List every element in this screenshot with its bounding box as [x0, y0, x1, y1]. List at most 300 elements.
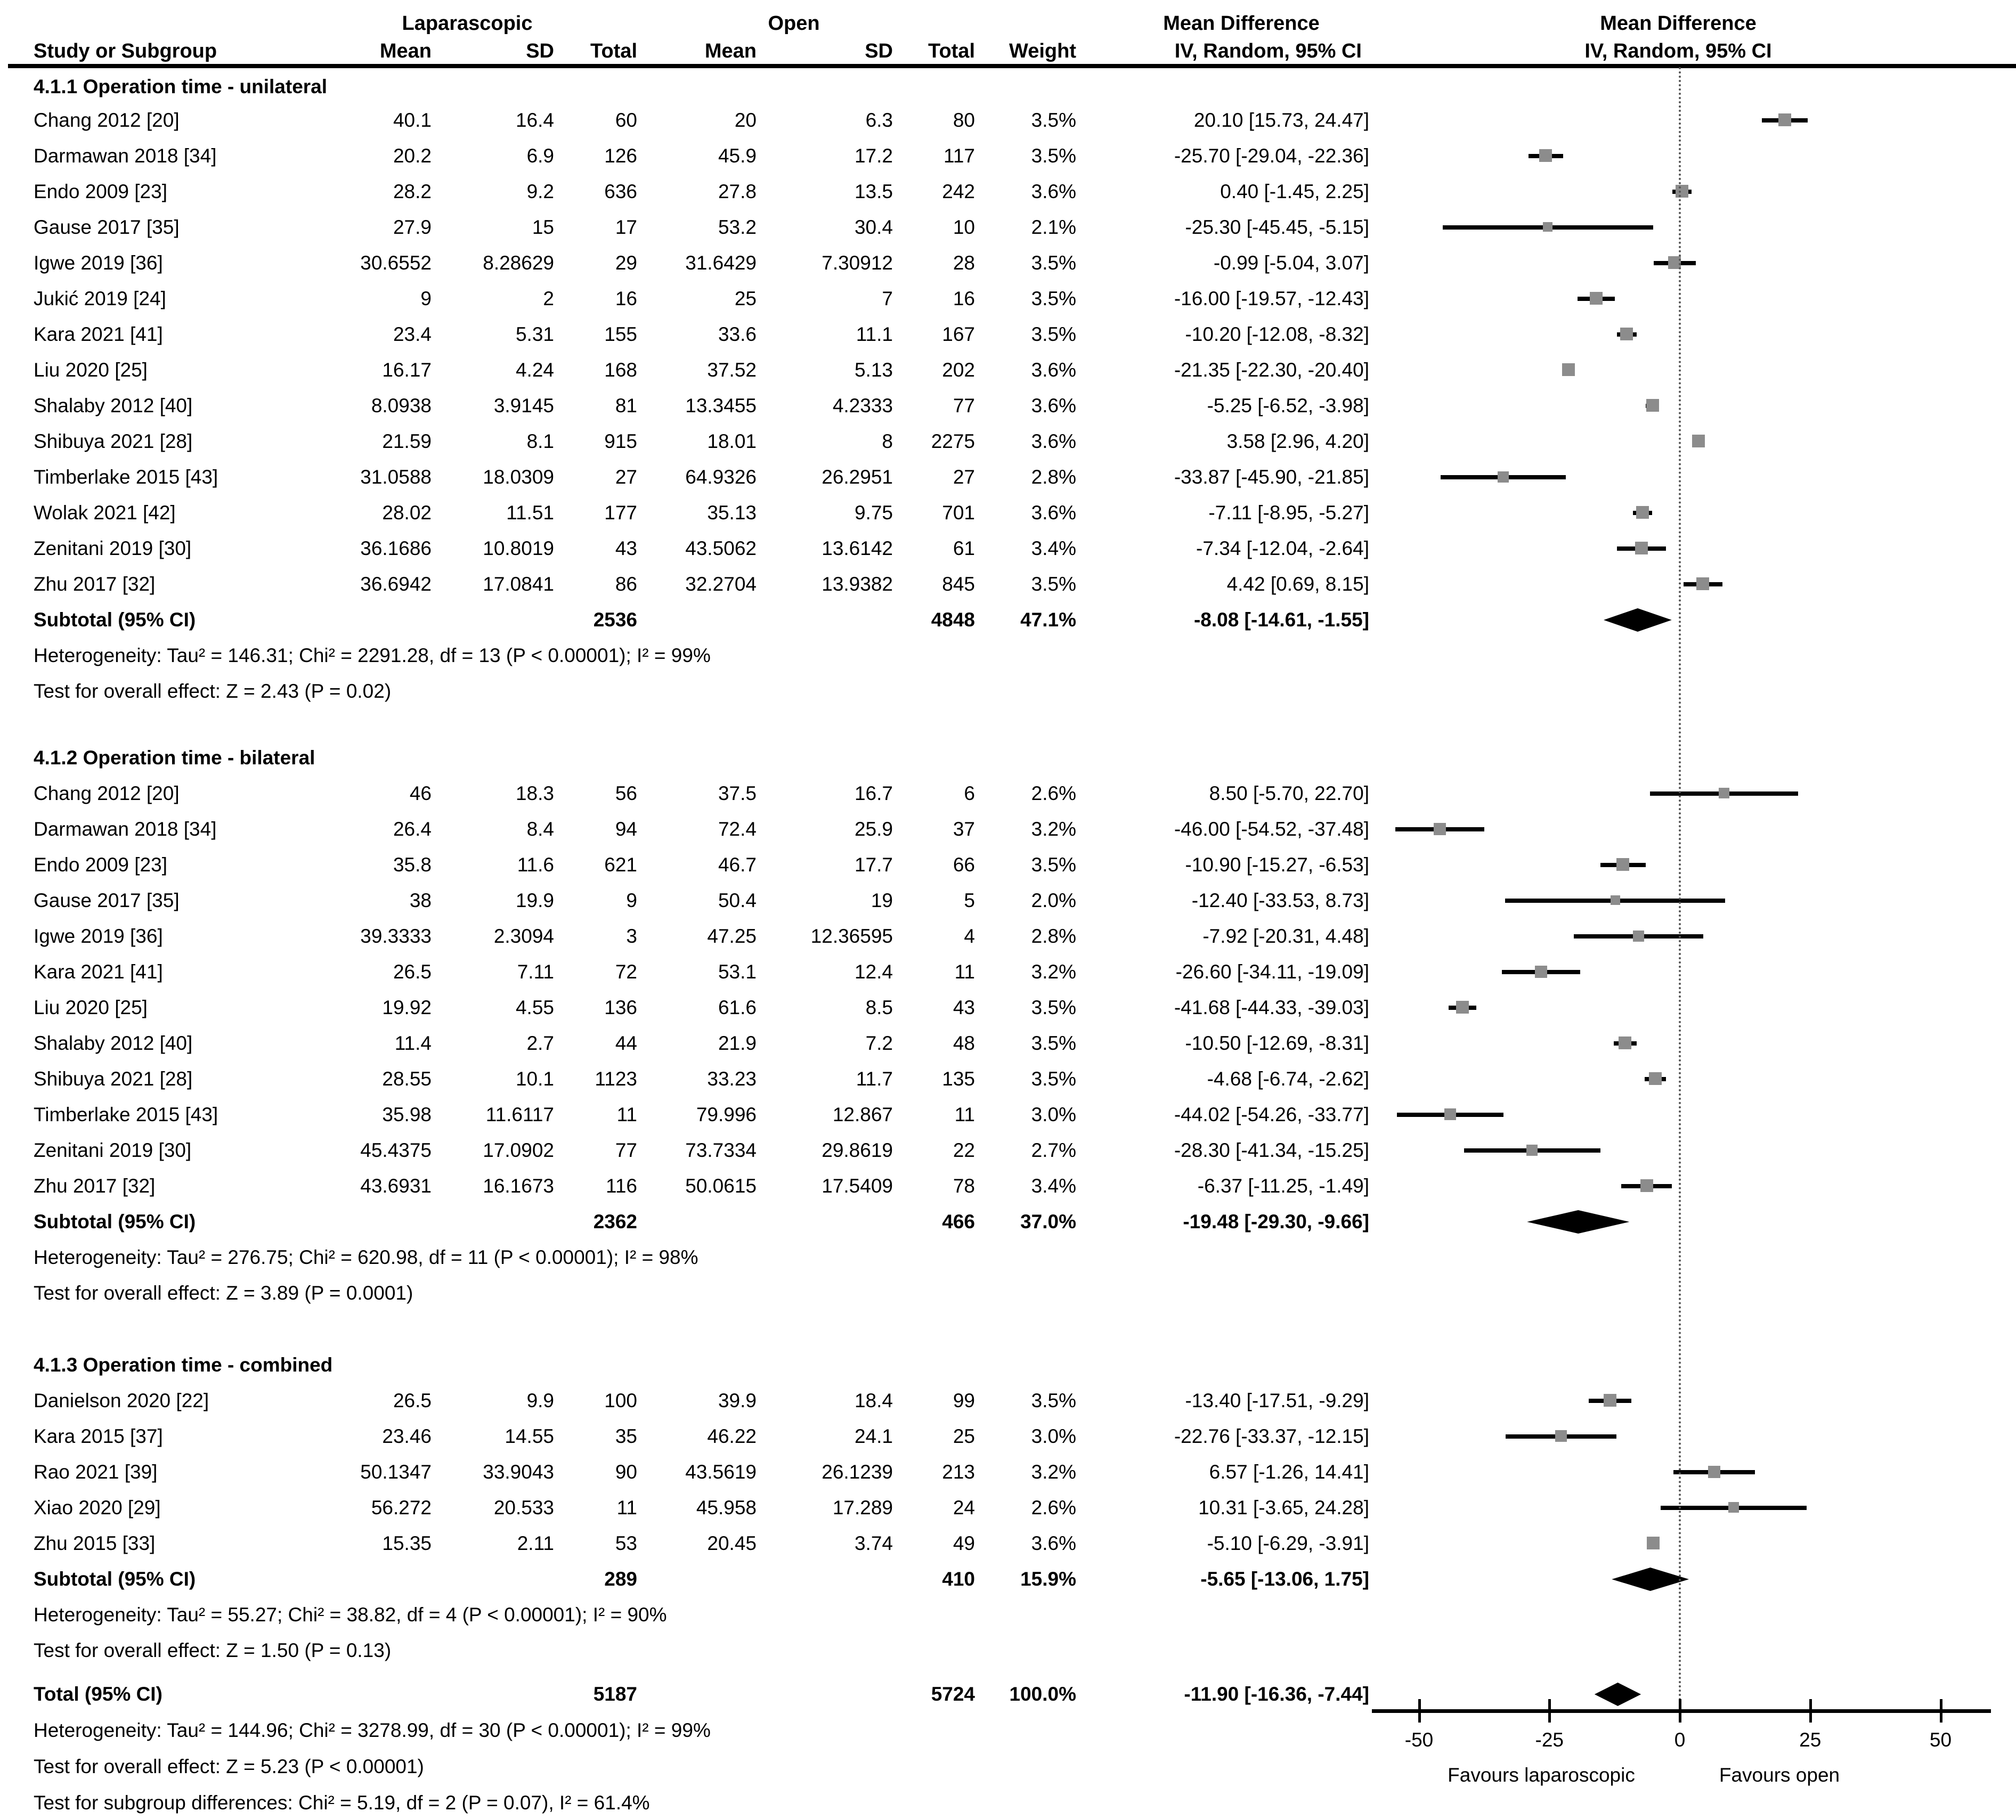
effect-square — [1636, 506, 1649, 519]
open-total: 2275 — [931, 430, 975, 452]
axis-tick — [1548, 1699, 1551, 1723]
lap-mean: 30.6552 — [360, 252, 432, 274]
favours-open-label: Favours open — [1719, 1764, 1840, 1786]
effect-square — [1676, 185, 1688, 198]
effect-square — [1696, 577, 1709, 590]
pooled-diamond — [1595, 1683, 1641, 1706]
axis-tick — [1679, 1699, 1681, 1723]
ci-text: 10.31 [-3.65, 24.28] — [1198, 1497, 1369, 1519]
axis-tick-label: 50 — [1929, 1729, 1952, 1751]
lap-sd: 8.4 — [526, 818, 554, 840]
subgroup-differences-note: Test for subgroup differences: Chi² = 5.19, df = 2 (P = 0.07), I² = 61.4% — [34, 1792, 650, 1814]
lap-total: 9 — [626, 889, 637, 911]
ci-text: 6.57 [-1.26, 14.41] — [1209, 1461, 1369, 1483]
open-total: 11 — [954, 961, 975, 983]
open-mean: 20.45 — [707, 1532, 757, 1554]
open-sd: 26.1239 — [822, 1461, 893, 1483]
open-total: 135 — [942, 1068, 975, 1090]
open-mean: 13.3455 — [685, 395, 757, 417]
header-divider-rule — [8, 64, 2016, 68]
lap-total: 11 — [616, 1497, 637, 1519]
lap-total: 168 — [604, 359, 637, 381]
open-total: 48 — [953, 1032, 975, 1054]
lap-sd: 18.0309 — [483, 466, 554, 488]
effect-square — [1640, 1179, 1653, 1192]
lap-mean: 45.4375 — [360, 1139, 432, 1161]
weight: 3.5% — [1031, 252, 1076, 274]
lap-total: 43 — [615, 537, 637, 559]
study-label: Darmawan 2018 [34] — [34, 818, 217, 840]
open-total: 11 — [954, 1104, 975, 1125]
lap-mean: 23.46 — [382, 1425, 432, 1447]
open-sd: 8 — [882, 430, 893, 452]
open-total: 242 — [942, 181, 975, 202]
lap-total: 90 — [615, 1461, 637, 1483]
open-mean: 37.5 — [718, 782, 757, 804]
lap-mean: 40.1 — [393, 109, 432, 131]
open-sd: 17.2 — [854, 145, 893, 167]
ci-text: -22.76 [-33.37, -12.15] — [1174, 1425, 1369, 1447]
lap-mean: 26.4 — [393, 818, 432, 840]
ci-text: -28.30 [-41.34, -15.25] — [1174, 1139, 1369, 1161]
lap-sd: 8.28629 — [483, 252, 554, 274]
ci-text: -5.25 [-6.52, -3.98] — [1207, 395, 1369, 417]
effect-square — [1719, 788, 1729, 798]
weight: 3.5% — [1031, 1032, 1076, 1054]
ci-text: -0.99 [-5.04, 3.07] — [1213, 252, 1369, 274]
plot-header-iv-random-ci: IV, Random, 95% CI — [1584, 40, 1772, 62]
effect-square — [1539, 149, 1552, 162]
weight: 3.6% — [1031, 181, 1076, 202]
weight: 2.6% — [1031, 1497, 1076, 1519]
open-total: 16 — [953, 288, 975, 309]
effect-square — [1633, 931, 1644, 942]
lap-sd: 2 — [543, 288, 554, 309]
open-total: 66 — [953, 854, 975, 876]
axis-tick — [1940, 1699, 1942, 1723]
lap-mean: 27.9 — [393, 216, 432, 238]
favours-laparoscopic-label: Favours laparoscopic — [1448, 1764, 1635, 1786]
ci-text: -10.20 [-12.08, -8.32] — [1185, 323, 1369, 345]
section-heading: 4.1.1 Operation time - unilateral — [34, 76, 328, 97]
lap-total: 56 — [615, 782, 637, 804]
axis-tick — [1418, 1699, 1421, 1723]
column-header-lap-total: Total — [590, 40, 637, 62]
weight: 3.6% — [1031, 1532, 1076, 1554]
lap-sd: 3.9145 — [493, 395, 554, 417]
study-label: Endo 2009 [23] — [34, 181, 167, 202]
open-sd: 17.289 — [832, 1497, 893, 1519]
column-header-study: Study or Subgroup — [34, 40, 217, 62]
pooled-weight: 100.0% — [1009, 1683, 1076, 1705]
effect-square — [1562, 363, 1575, 376]
lap-sd: 11.51 — [506, 502, 554, 524]
effect-square — [1535, 966, 1547, 978]
study-label: Kara 2015 [37] — [34, 1425, 163, 1447]
ci-text: -7.11 [-8.95, -5.27] — [1208, 502, 1369, 524]
open-sd: 25.9 — [854, 818, 893, 840]
effect-square — [1604, 1394, 1616, 1407]
ci-text: -4.68 [-6.74, -2.62] — [1207, 1068, 1369, 1090]
pooled-weight: 47.1% — [1020, 609, 1076, 631]
lap-total: 86 — [615, 573, 637, 595]
weight: 3.5% — [1031, 1068, 1076, 1090]
pooled-label: Subtotal (95% CI) — [34, 609, 196, 631]
open-sd: 6.3 — [865, 109, 893, 131]
open-mean: 53.2 — [718, 216, 757, 238]
pooled-ci-text: -19.48 [-29.30, -9.66] — [1183, 1211, 1369, 1233]
study-label: Zhu 2017 [32] — [34, 1175, 156, 1197]
study-label: Gause 2017 [35] — [34, 889, 180, 911]
weight: 3.6% — [1031, 395, 1076, 417]
weight: 2.8% — [1031, 925, 1076, 947]
open-sd: 18.4 — [854, 1390, 893, 1411]
section-heading: 4.1.3 Operation time - combined — [34, 1354, 333, 1376]
weight: 2.1% — [1031, 216, 1076, 238]
effect-square — [1635, 542, 1648, 554]
lap-total: 35 — [615, 1425, 637, 1447]
weight: 2.6% — [1031, 782, 1076, 804]
effect-square — [1611, 895, 1620, 905]
open-sd: 9.75 — [854, 502, 893, 524]
lap-mean: 28.55 — [382, 1068, 432, 1090]
lap-mean: 39.3333 — [360, 925, 432, 947]
pooled-label: Subtotal (95% CI) — [34, 1568, 196, 1590]
ci-text: -7.92 [-20.31, 4.48] — [1202, 925, 1369, 947]
lap-sd: 9.9 — [526, 1390, 554, 1411]
ci-text: 3.58 [2.96, 4.20] — [1226, 430, 1369, 452]
open-sd: 13.5 — [854, 181, 893, 202]
open-sd: 13.9382 — [822, 573, 893, 595]
total-heterogeneity-note: Heterogeneity: Tau² = 144.96; Chi² = 3278.99, df = 30 (P < 0.00001); I² = 99% — [34, 1719, 711, 1741]
pooled-lap-total: 5187 — [593, 1683, 637, 1705]
open-total: 167 — [942, 323, 975, 345]
lap-mean: 16.17 — [382, 359, 432, 381]
open-sd: 12.36595 — [810, 925, 893, 947]
study-label: Shibuya 2021 [28] — [34, 1068, 193, 1090]
study-label: Zhu 2017 [32] — [34, 573, 156, 595]
mean-difference-text-column-header: Mean Difference — [1163, 12, 1320, 35]
study-label: Igwe 2019 [36] — [34, 925, 163, 947]
open-mean: 32.2704 — [685, 573, 757, 595]
lap-total: 17 — [615, 216, 637, 238]
open-sd: 13.6142 — [822, 537, 893, 559]
weight: 3.2% — [1031, 961, 1076, 983]
open-sd: 17.7 — [854, 854, 893, 876]
lap-mean: 26.5 — [393, 1390, 432, 1411]
lap-total: 126 — [604, 145, 637, 167]
open-mean: 46.22 — [707, 1425, 757, 1447]
study-label: Darmawan 2018 [34] — [34, 145, 217, 167]
lap-sd: 4.55 — [515, 997, 554, 1018]
pooled-open-total: 5724 — [931, 1683, 975, 1705]
lap-total: 60 — [615, 109, 637, 131]
lap-mean: 35.98 — [382, 1104, 432, 1125]
study-label: Jukić 2019 [24] — [34, 288, 166, 309]
effect-square — [1649, 1072, 1662, 1085]
zero-effect-line — [1679, 67, 1681, 1711]
heterogeneity-note: Heterogeneity: Tau² = 276.75; Chi² = 620.98, df = 11 (P < 0.00001); I² = 98% — [34, 1246, 698, 1268]
open-sd: 26.2951 — [822, 466, 893, 488]
pooled-diamond — [1604, 608, 1672, 632]
lap-total: 77 — [615, 1139, 637, 1161]
pooled-open-total: 4848 — [931, 609, 975, 631]
study-label: Gause 2017 [35] — [34, 216, 180, 238]
effect-square — [1526, 1145, 1538, 1156]
open-sd: 5.13 — [854, 359, 893, 381]
study-label: Shibuya 2021 [28] — [34, 430, 193, 452]
open-sd: 8.5 — [865, 997, 893, 1018]
study-label: Kara 2021 [41] — [34, 961, 163, 983]
ci-text: -16.00 [-19.57, -12.43] — [1174, 288, 1369, 309]
study-label: Wolak 2021 [42] — [34, 502, 176, 524]
lap-mean: 56.272 — [371, 1497, 432, 1519]
open-sd: 29.8619 — [822, 1139, 893, 1161]
weight: 3.4% — [1031, 1175, 1076, 1197]
open-mean: 43.5619 — [685, 1461, 757, 1483]
open-mean: 25 — [734, 288, 757, 309]
study-label: Shalaby 2012 [40] — [34, 395, 193, 417]
ci-text: -44.02 [-54.26, -33.77] — [1174, 1104, 1369, 1125]
ci-text: -6.37 [-11.25, -1.49] — [1197, 1175, 1369, 1197]
open-total: 43 — [953, 997, 975, 1018]
open-mean: 21.9 — [718, 1032, 757, 1054]
ci-text: -41.68 [-44.33, -39.03] — [1174, 997, 1369, 1018]
open-mean: 61.6 — [718, 997, 757, 1018]
pooled-label: Subtotal (95% CI) — [34, 1211, 196, 1233]
open-total: 10 — [953, 216, 975, 238]
open-total: 28 — [953, 252, 975, 274]
open-mean: 64.9326 — [685, 466, 757, 488]
lap-mean: 38 — [409, 889, 432, 911]
open-total: 61 — [953, 537, 975, 559]
lap-sd: 4.24 — [515, 359, 554, 381]
pooled-weight: 15.9% — [1020, 1568, 1076, 1590]
lap-total: 29 — [615, 252, 637, 274]
lap-total: 636 — [604, 181, 637, 202]
lap-sd: 11.6 — [517, 854, 554, 876]
effect-square — [1590, 292, 1603, 305]
study-label: Xiao 2020 [29] — [34, 1497, 161, 1519]
pooled-ci-text: -8.08 [-14.61, -1.55] — [1193, 609, 1369, 631]
lap-total: 155 — [604, 323, 637, 345]
effect-square — [1456, 1001, 1469, 1014]
lap-mean: 19.92 — [382, 997, 432, 1018]
study-label: Rao 2021 [39] — [34, 1461, 158, 1483]
lap-mean: 50.1347 — [360, 1461, 432, 1483]
effect-square — [1778, 113, 1791, 126]
open-sd: 7.2 — [865, 1032, 893, 1054]
open-sd: 12.867 — [832, 1104, 893, 1125]
lap-mean: 9 — [420, 288, 432, 309]
open-total: 4 — [964, 925, 975, 947]
pooled-lap-total: 2536 — [593, 609, 637, 631]
lap-sd: 16.4 — [515, 109, 554, 131]
lap-mean: 36.6942 — [360, 573, 432, 595]
lap-sd: 8.1 — [526, 430, 554, 452]
open-total: 27 — [953, 466, 975, 488]
lap-sd: 19.9 — [515, 889, 554, 911]
lap-sd: 7.11 — [517, 961, 554, 983]
open-mean: 79.996 — [696, 1104, 757, 1125]
pooled-lap-total: 289 — [604, 1568, 637, 1590]
open-total: 117 — [944, 145, 975, 167]
ci-text: 20.10 [15.73, 24.47] — [1193, 109, 1369, 131]
open-mean: 37.52 — [707, 359, 757, 381]
effect-square — [1728, 1502, 1739, 1513]
lap-sd: 2.3094 — [493, 925, 554, 947]
open-total: 37 — [953, 818, 975, 840]
open-mean: 50.0615 — [685, 1175, 757, 1197]
lap-sd: 33.9043 — [483, 1461, 554, 1483]
lap-total: 44 — [615, 1032, 637, 1054]
pooled-weight: 37.0% — [1020, 1211, 1076, 1233]
ci-text: -46.00 [-54.52, -37.48] — [1174, 818, 1369, 840]
study-label: Chang 2012 [20] — [34, 782, 180, 804]
lap-sd: 17.0902 — [483, 1139, 554, 1161]
weight: 3.5% — [1031, 109, 1076, 131]
lap-mean: 8.0938 — [371, 395, 432, 417]
study-label: Chang 2012 [20] — [34, 109, 180, 131]
lap-mean: 15.35 — [382, 1532, 432, 1554]
open-mean: 20 — [734, 109, 757, 131]
overall-effect-note: Test for overall effect: Z = 1.50 (P = 0.13) — [34, 1639, 392, 1661]
group-header-laparoscopic: Laparascopic — [402, 12, 533, 35]
study-label: Zenitani 2019 [30] — [34, 1139, 192, 1161]
open-mean: 47.25 — [707, 925, 757, 947]
weight: 3.5% — [1031, 288, 1076, 309]
pooled-diamond — [1527, 1210, 1629, 1234]
study-label: Liu 2020 [25] — [34, 359, 148, 381]
section-heading: 4.1.2 Operation time - bilateral — [34, 747, 315, 769]
lap-sd: 16.1673 — [483, 1175, 554, 1197]
open-total: 22 — [953, 1139, 975, 1161]
pooled-ci-text: -5.65 [-13.06, 1.75] — [1200, 1568, 1369, 1590]
ci-text: -25.30 [-45.45, -5.15] — [1185, 216, 1369, 238]
lap-total: 72 — [615, 961, 637, 983]
heterogeneity-note: Heterogeneity: Tau² = 146.31; Chi² = 2291.28, df = 13 (P < 0.00001); I² = 99% — [34, 644, 711, 666]
lap-sd: 10.1 — [515, 1068, 554, 1090]
lap-sd: 10.8019 — [483, 537, 554, 559]
effect-square — [1646, 399, 1659, 412]
lap-total: 53 — [615, 1532, 637, 1554]
weight: 3.2% — [1031, 818, 1076, 840]
lap-mean: 35.8 — [393, 854, 432, 876]
ci-text: -21.35 [-22.30, -20.40] — [1174, 359, 1369, 381]
weight: 2.0% — [1031, 889, 1076, 911]
open-sd: 7 — [882, 288, 893, 309]
weight: 3.2% — [1031, 1461, 1076, 1483]
open-sd: 11.7 — [856, 1068, 893, 1090]
study-label: Zenitani 2019 [30] — [34, 537, 192, 559]
pooled-lap-total: 2362 — [593, 1211, 637, 1233]
ci-text: -10.50 [-12.69, -8.31] — [1185, 1032, 1369, 1054]
effect-square — [1434, 823, 1446, 835]
lap-mean: 26.5 — [393, 961, 432, 983]
lap-sd: 5.31 — [515, 323, 554, 345]
open-total: 99 — [953, 1390, 975, 1411]
effect-square — [1708, 1466, 1720, 1478]
open-sd: 12.4 — [854, 961, 893, 983]
overall-effect-note: Test for overall effect: Z = 2.43 (P = 0.02) — [34, 680, 392, 702]
open-total: 25 — [953, 1425, 975, 1447]
open-total: 80 — [953, 109, 975, 131]
effect-square — [1543, 222, 1552, 232]
open-mean: 27.8 — [718, 181, 757, 202]
group-header-open: Open — [768, 12, 820, 35]
ci-text: 8.50 [-5.70, 22.70] — [1209, 782, 1369, 804]
lap-total: 100 — [604, 1390, 637, 1411]
lap-total: 621 — [604, 854, 637, 876]
effect-square — [1619, 1036, 1631, 1049]
open-total: 202 — [942, 359, 975, 381]
lap-total: 27 — [615, 466, 637, 488]
axis-tick-label: 25 — [1799, 1729, 1822, 1751]
lap-mean: 46 — [409, 782, 432, 804]
pooled-ci-text: -11.90 [-16.36, -7.44] — [1184, 1683, 1369, 1705]
study-label: Timberlake 2015 [43] — [34, 466, 218, 488]
open-mean: 35.13 — [707, 502, 757, 524]
study-label: Danielson 2020 [22] — [34, 1390, 209, 1411]
ci-text: 0.40 [-1.45, 2.25] — [1220, 181, 1369, 202]
open-mean: 33.23 — [707, 1068, 757, 1090]
x-axis-line — [1372, 1709, 1991, 1713]
lap-total: 16 — [615, 288, 637, 309]
effect-square — [1692, 435, 1705, 447]
lap-total: 915 — [604, 430, 637, 452]
axis-tick — [1809, 1699, 1812, 1723]
pooled-open-total: 466 — [942, 1211, 975, 1233]
lap-mean: 43.6931 — [360, 1175, 432, 1197]
open-mean: 31.6429 — [685, 252, 757, 274]
open-mean: 72.4 — [718, 818, 757, 840]
ci-text: -26.60 [-34.11, -19.09] — [1175, 961, 1369, 983]
lap-mean: 11.4 — [394, 1032, 432, 1054]
lap-total: 94 — [615, 818, 637, 840]
axis-tick-label: 0 — [1674, 1729, 1686, 1751]
column-header-weight: Weight — [1009, 40, 1076, 62]
weight: 2.7% — [1031, 1139, 1076, 1161]
weight: 3.5% — [1031, 1390, 1076, 1411]
lap-total: 177 — [604, 502, 637, 524]
open-sd: 17.5409 — [822, 1175, 893, 1197]
open-total: 5 — [964, 889, 975, 911]
lap-mean: 23.4 — [393, 323, 432, 345]
weight: 3.4% — [1031, 537, 1076, 559]
pooled-open-total: 410 — [942, 1568, 975, 1590]
lap-mean: 20.2 — [393, 145, 432, 167]
lap-sd: 18.3 — [515, 782, 554, 804]
column-header-lap-sd: SD — [526, 40, 554, 62]
ci-text: -12.40 [-33.53, 8.73] — [1191, 889, 1369, 911]
lap-mean: 36.1686 — [360, 537, 432, 559]
lap-total: 1123 — [595, 1068, 637, 1090]
weight: 3.5% — [1031, 854, 1076, 876]
column-header-open-total: Total — [928, 40, 975, 62]
open-sd: 7.30912 — [822, 252, 893, 274]
effect-square — [1616, 858, 1629, 871]
effect-square — [1498, 471, 1509, 483]
axis-tick-label: -50 — [1404, 1729, 1434, 1751]
effect-square — [1444, 1108, 1456, 1120]
effect-square — [1647, 1537, 1660, 1549]
lap-sd: 6.9 — [526, 145, 554, 167]
ci-text: -10.90 [-15.27, -6.53] — [1185, 854, 1369, 876]
weight: 2.8% — [1031, 466, 1076, 488]
pooled-diamond — [1612, 1568, 1689, 1591]
weight: 3.5% — [1031, 573, 1076, 595]
weight: 3.0% — [1031, 1425, 1076, 1447]
